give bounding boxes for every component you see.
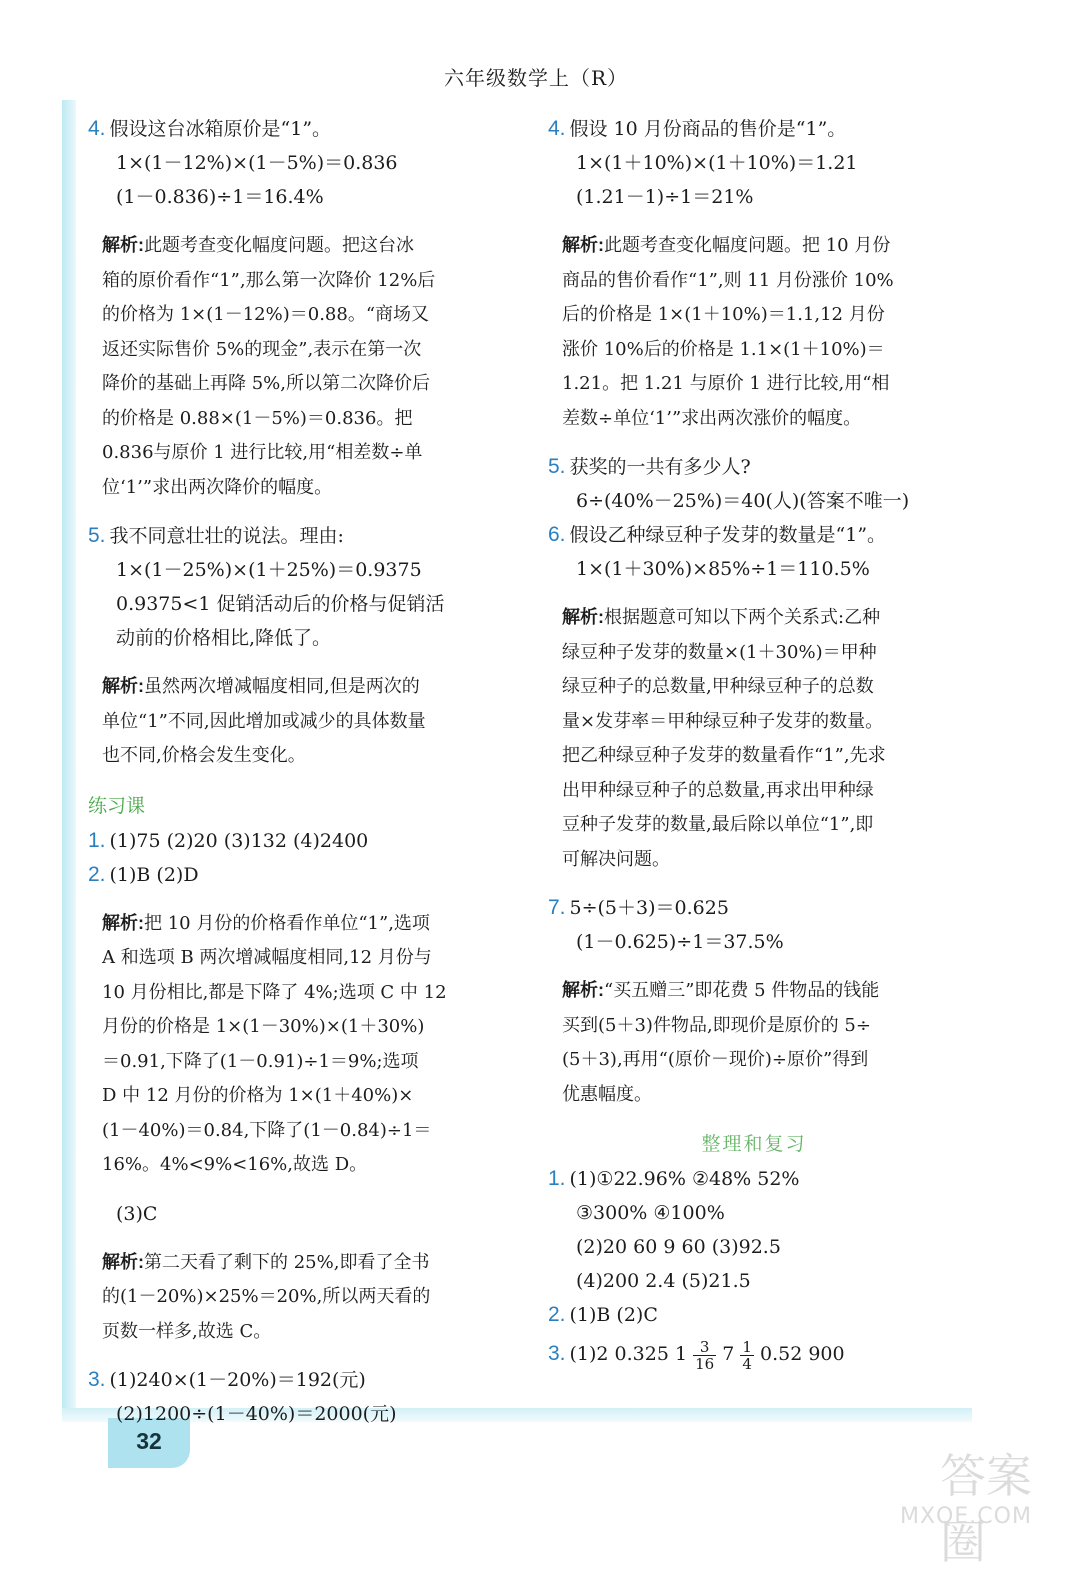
left-decor-bar [62, 100, 76, 1420]
analysis-line: 优惠幅度。 [562, 1083, 652, 1105]
analysis-label: 解析: [102, 235, 144, 255]
question-number: 3. [548, 1342, 566, 1365]
page-title: 六年级数学上（R） [443, 66, 629, 90]
question-number: 3. [88, 1368, 106, 1391]
question-number: 2. [88, 862, 106, 886]
right-column [548, 112, 960, 1376]
page-number: 32 [136, 1428, 162, 1454]
practice-q3 [88, 1363, 518, 1397]
right-q4-analysis [548, 228, 960, 436]
question-text: (1)2 0.325 1 [569, 1343, 688, 1365]
analysis-line: 月份的价格是 1×(1－30%)×(1＋30%) [102, 1016, 425, 1037]
right-q5-line1: 6÷(40%－25%)＝40(人)(答案不唯一) [576, 490, 910, 512]
analysis-label: 解析: [102, 1251, 144, 1272]
analysis-line [88, 906, 518, 942]
right-q4-line2: (1.21－1)÷1＝21% [576, 186, 754, 208]
analysis-line: 单位“1”不同,因此增加或减少的具体数量 [102, 710, 426, 732]
analysis-line: 降价的基础上再降 5%,所以第二次降价后 [102, 373, 430, 394]
right-q7-analysis [548, 973, 960, 1112]
analysis-label: 解析: [562, 607, 604, 627]
fraction [740, 1339, 754, 1372]
left-q5-analysis [88, 669, 518, 774]
watermark-logo-icon: 答案圈 [940, 1449, 1032, 1569]
question-number: 4. [548, 117, 566, 140]
right-q6-title [548, 518, 960, 552]
question-text: (1)B (2)D [109, 863, 199, 886]
analysis-text: 把 10 月份的价格看作单位“1”,选项 [144, 912, 430, 934]
analysis-line [88, 228, 518, 264]
review-q1-line2: ③300% ④100% [576, 1202, 725, 1224]
practice-heading: 练习课 [88, 794, 146, 817]
analysis-line: 可解决问题。 [562, 848, 670, 870]
fraction-denominator: 16 [695, 1354, 715, 1373]
analysis-line: 后的价格是 1×(1＋10%)＝1.1,12 月份 [562, 304, 885, 325]
right-q7-line2: (1－0.625)÷1＝37.5% [576, 931, 784, 953]
left-q5-line2: 0.9375<1 促销活动后的价格与促销活 [116, 593, 445, 615]
question-number: 5. [88, 524, 106, 547]
question-text: (1)B (2)C [569, 1304, 658, 1326]
practice-q2-analysis [88, 906, 518, 1183]
analysis-line: 买到(5＋3)件物品,即现价是原价的 5÷ [562, 1014, 871, 1036]
analysis-label: 解析: [562, 235, 604, 255]
analysis-line [548, 973, 960, 1009]
mixed-number-whole: 7 [722, 1343, 735, 1365]
analysis-line [548, 600, 960, 636]
analysis-line: 1.21。把 1.21 与原价 1 进行比较,用“相 [562, 373, 890, 394]
question-text: (1)75 (2)20 (3)132 (4)2400 [109, 829, 369, 852]
question-text: 5÷(5＋3)＝0.625 [569, 897, 729, 919]
left-q4-analysis [88, 228, 518, 505]
left-q5-line1: 1×(1－25%)×(1＋25%)＝0.9375 [116, 559, 422, 581]
analysis-line: 出甲种绿豆种子的总数量,再求出甲种绿 [562, 779, 874, 801]
question-number: 5. [548, 455, 566, 478]
question-text: 假设 10 月份商品的售价是“1”。 [569, 118, 847, 140]
practice-q3-line2: (2)1200÷(1－40%)＝2000(元) [116, 1403, 397, 1425]
analysis-text: 第二天看了剩下的 25%,即看了全书 [144, 1251, 430, 1273]
right-q6-analysis [548, 600, 960, 877]
fraction [693, 1339, 716, 1372]
practice-q2-part3-analysis [88, 1245, 518, 1350]
analysis-line: 的(1－20%)×25%＝20%,所以两天看的 [102, 1286, 431, 1307]
left-q4-line1: 1×(1－12%)×(1－5%)＝0.836 [116, 152, 398, 174]
left-q5-line3: 动前的价格相比,降低了。 [116, 627, 332, 649]
question-text: (1)①22.96% ②48% 52% [569, 1168, 800, 1190]
analysis-line [88, 669, 518, 705]
analysis-line [88, 1245, 518, 1281]
review-q1-line4: (4)200 2.4 (5)21.5 [576, 1270, 751, 1292]
right-q5-title [548, 450, 960, 484]
review-heading: 整理和复习 [701, 1133, 807, 1155]
analysis-line: 量×发芽率＝甲种绿豆种子发芽的数量。 [562, 710, 884, 732]
question-number: 1. [548, 1167, 566, 1190]
analysis-text: “买五赠三”即花费 5 件物品的钱能 [604, 980, 880, 1001]
fraction-numerator: 3 [699, 1337, 710, 1356]
question-text: 假设乙种绿豆种子发芽的数量是“1”。 [569, 524, 887, 546]
right-q6-line1: 1×(1＋30%)×85%÷1＝110.5% [576, 558, 870, 580]
analysis-line: 0.836与原价 1 进行比较,用“相差数÷单 [102, 442, 423, 463]
left-q5-title [88, 519, 518, 553]
question-text: 我不同意壮壮的说法。理由: [109, 525, 344, 547]
right-q4-line1: 1×(1＋10%)×(1＋10%)＝1.21 [576, 152, 858, 174]
question-text: (1)240×(1－20%)＝192(元) [109, 1369, 366, 1391]
watermark-text: MXQE.COM [900, 1504, 1032, 1529]
analysis-line: 箱的原价看作“1”,那么第一次降价 12%后 [102, 269, 436, 291]
fraction-denominator: 4 [742, 1354, 752, 1373]
right-q7-title [548, 891, 960, 925]
analysis-line: 页数一样多,故选 C。 [102, 1320, 272, 1342]
analysis-line: 返还实际售价 5%的现金”,表示在第一次 [102, 338, 422, 360]
analysis-line: 绿豆种子的总数量,甲种绿豆种子的总数 [562, 676, 874, 697]
analysis-line: (5＋3),再用“(原价－现价)÷原价”得到 [562, 1049, 869, 1070]
question-number: 4. [88, 117, 106, 140]
analysis-text: 此题考查变化幅度问题。把 10 月份 [604, 235, 891, 256]
question-text: 0.52 900 [760, 1343, 845, 1365]
left-column [88, 112, 518, 1431]
review-q3 [548, 1332, 960, 1376]
practice-q2-part3: (3)C [116, 1202, 158, 1225]
analysis-text: 此题考查变化幅度问题。把这台冰 [144, 235, 414, 256]
review-q1-line3: (2)20 60 9 60 (3)92.5 [576, 1236, 781, 1258]
analysis-line: 豆种子发芽的数量,最后除以单位“1”,即 [562, 814, 874, 835]
fraction-numerator: 1 [742, 1337, 752, 1356]
question-text: 获奖的一共有多少人? [569, 456, 751, 478]
analysis-line: 涨价 10%后的价格是 1.1×(1＋10%)＝ [562, 338, 885, 360]
left-q4-line2: (1－0.836)÷1＝16.4% [116, 186, 324, 208]
question-number: 6. [548, 523, 566, 546]
analysis-line [548, 228, 960, 264]
left-q4-title [88, 112, 518, 146]
analysis-line: 把乙种绿豆种子发芽的数量看作“1”,先求 [562, 745, 886, 766]
analysis-label: 解析: [102, 912, 144, 933]
watermark [900, 1440, 1060, 1569]
analysis-line: A 和选项 B 两次增减幅度相同,12 月份与 [102, 947, 432, 968]
analysis-label: 解析: [102, 676, 144, 696]
analysis-line: 的价格为 1×(1－12%)＝0.88。“商场又 [102, 304, 430, 325]
practice-q1 [88, 824, 518, 858]
question-number: 2. [548, 1303, 566, 1326]
question-number: 1. [88, 828, 106, 852]
practice-q2 [88, 858, 518, 892]
right-q4-title [548, 112, 960, 146]
review-q1 [548, 1162, 960, 1196]
question-text: 假设这台冰箱原价是“1”。 [109, 118, 332, 140]
analysis-line: 商品的售价看作“1”,则 11 月份涨价 10% [562, 269, 894, 291]
analysis-line: D 中 12 月份的价格为 1×(1＋40%)× [102, 1085, 414, 1106]
analysis-line: 位‘1’”求出两次降价的幅度。 [102, 476, 333, 498]
analysis-text: 根据题意可知以下两个关系式:乙种 [604, 607, 881, 628]
analysis-line: 差数÷单位‘1’”求出两次涨价的幅度。 [562, 407, 862, 429]
analysis-line: 也不同,价格会发生变化。 [102, 745, 306, 766]
analysis-line: 10 月份相比,都是下降了 4%;选项 C 中 12 [102, 981, 447, 1003]
analysis-label: 解析: [562, 980, 604, 1000]
analysis-line: (1－40%)＝0.84,下降了(1－0.84)÷1＝ [102, 1119, 432, 1141]
analysis-line: 16%。4%<9%<16%,故选 D。 [102, 1154, 368, 1175]
analysis-line: 的价格是 0.88×(1－5%)＝0.836。把 [102, 407, 413, 429]
analysis-line: ＝0.91,下降了(1－0.91)÷1＝9%;选项 [102, 1050, 419, 1072]
question-number: 7. [548, 896, 566, 919]
analysis-text: 虽然两次增减幅度相同,但是两次的 [144, 676, 420, 697]
analysis-line: 绿豆种子发芽的数量×(1＋30%)＝甲种 [562, 641, 877, 663]
review-q2 [548, 1298, 960, 1332]
